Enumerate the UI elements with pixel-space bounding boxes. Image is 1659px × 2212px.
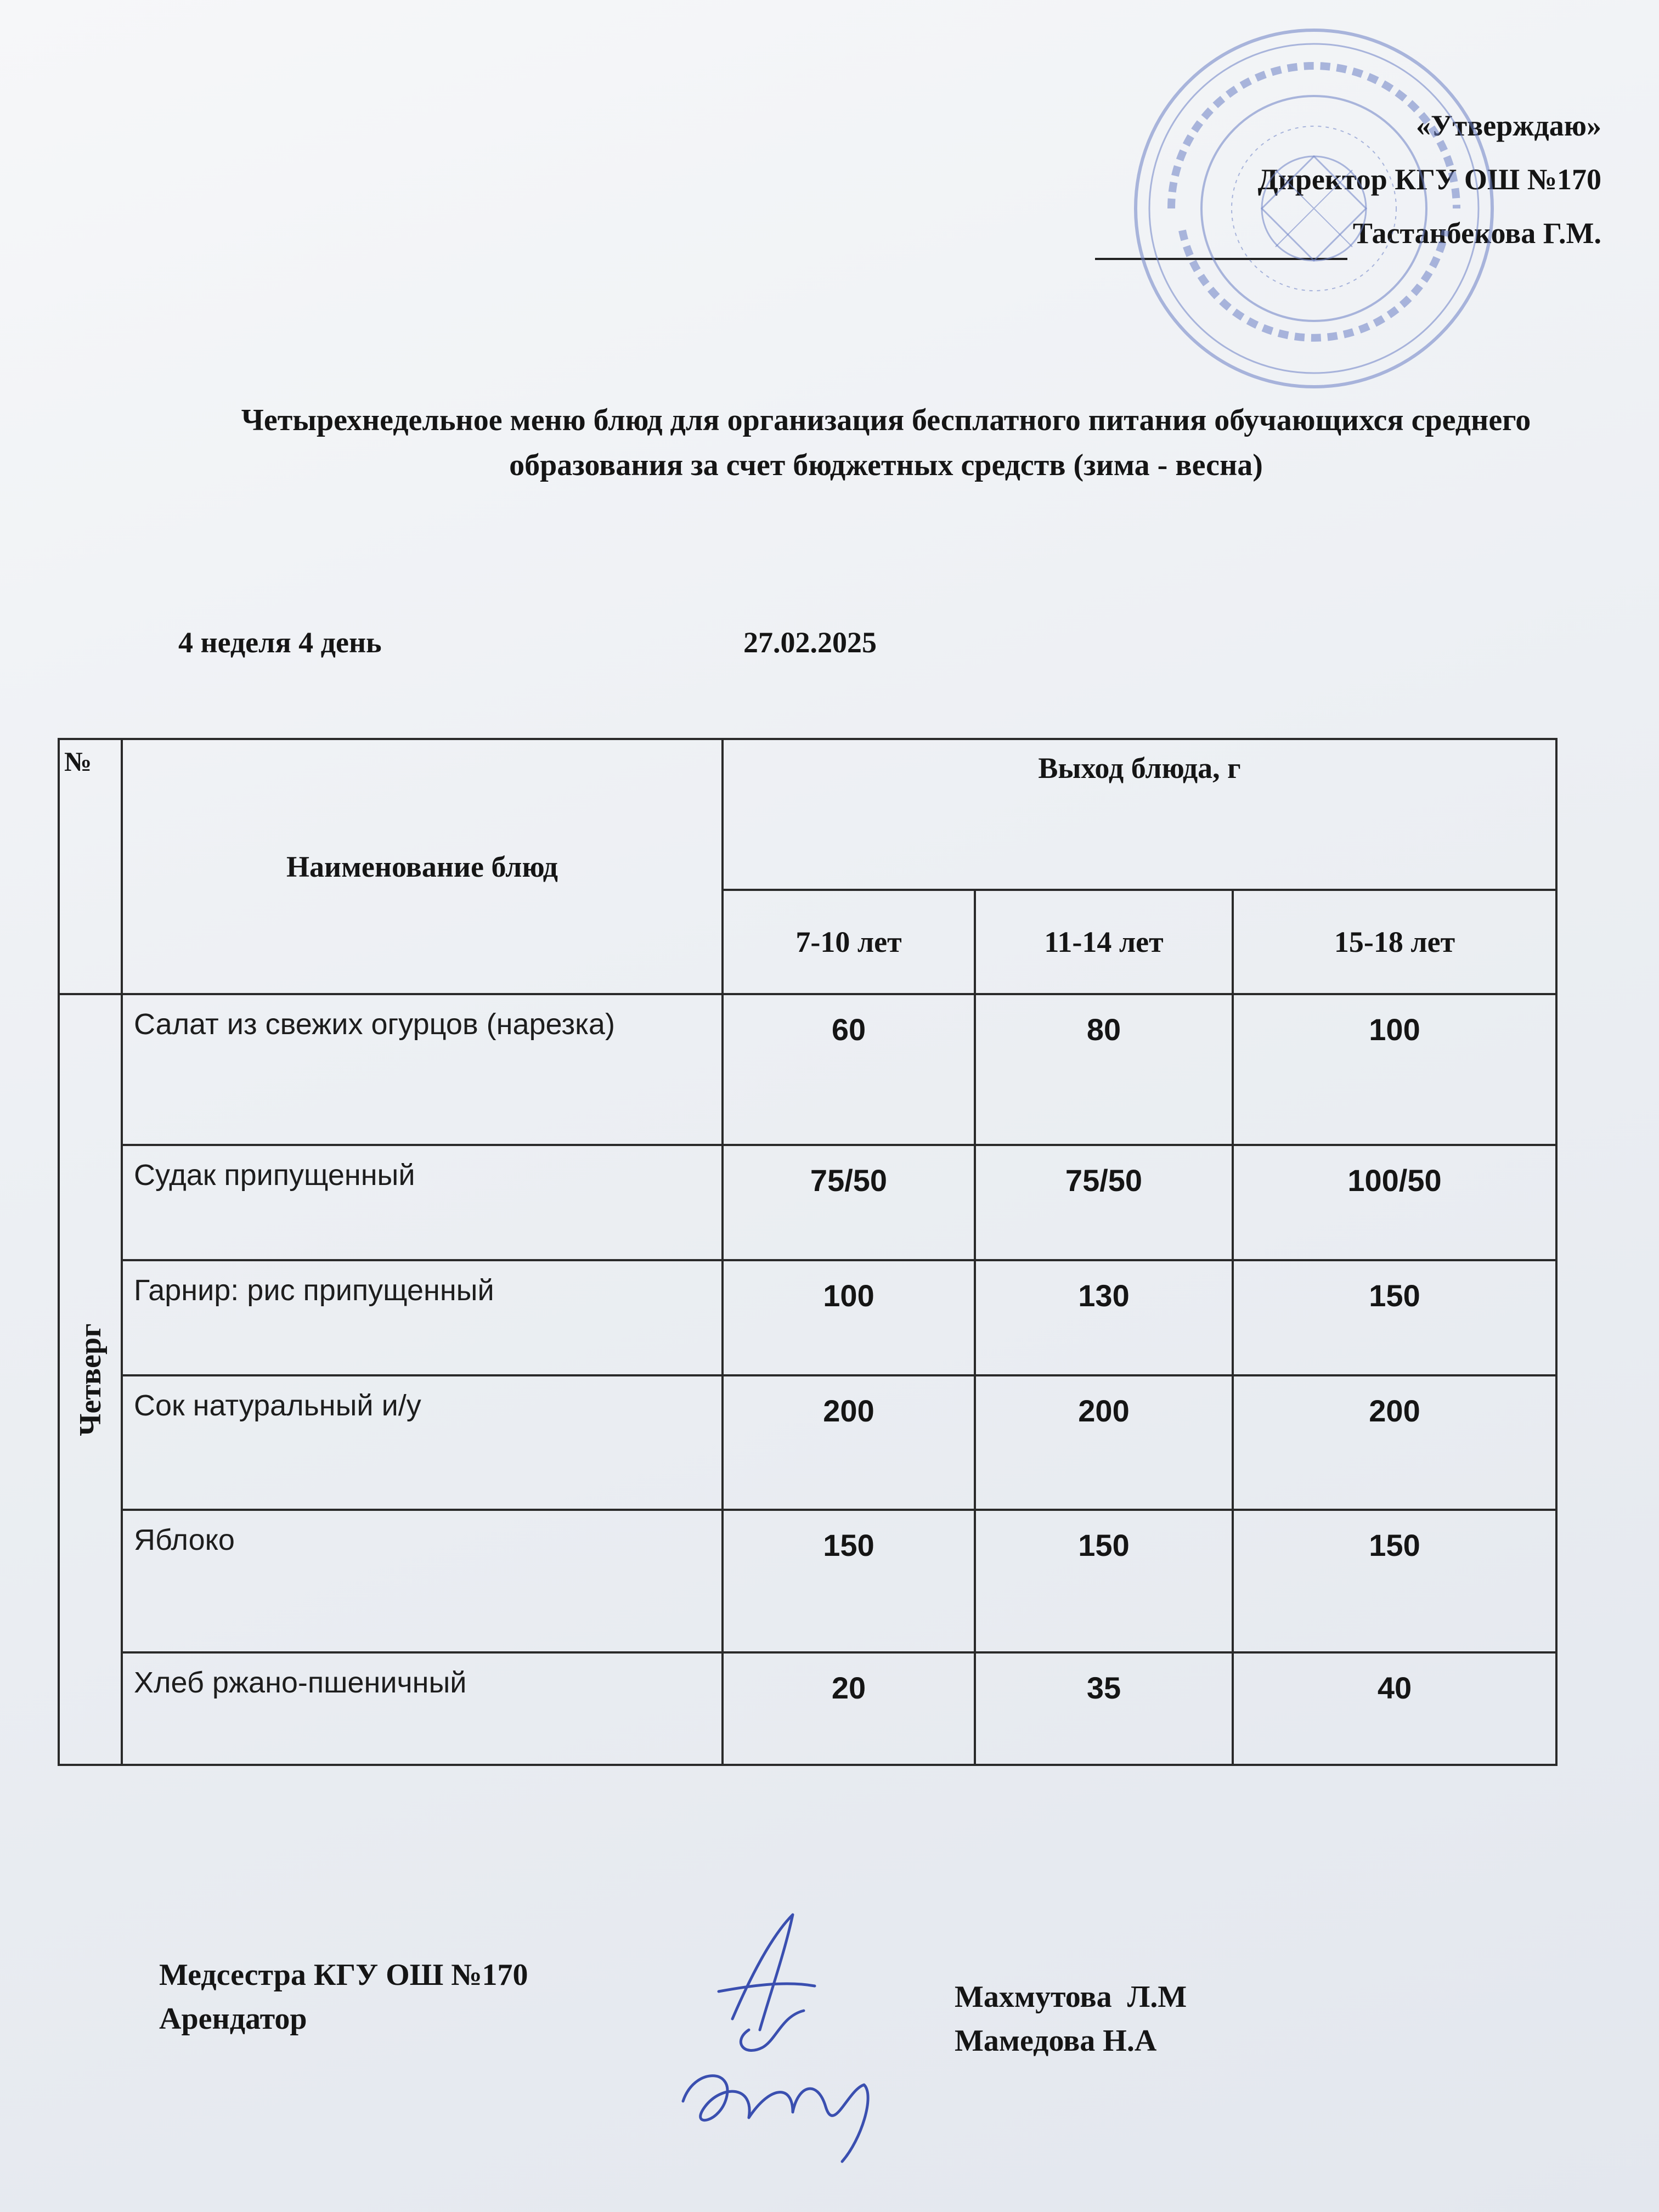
column-header-dish-name: Наименование блюд: [122, 739, 723, 994]
footer-roles: [159, 1953, 528, 2041]
value-11-14: 130: [975, 1260, 1233, 1375]
dish-name: Сок натуральный и/у: [122, 1375, 723, 1510]
value-15-18: 150: [1233, 1510, 1556, 1652]
value-7-10: 60: [723, 994, 975, 1145]
value-11-14: 80: [975, 994, 1233, 1145]
day-cell: [59, 994, 122, 1765]
tenant-name: Мамедова Н.А: [955, 2024, 1157, 2058]
approval-name: Тастанбекова Г.М.: [1352, 217, 1601, 250]
approval-heading: «Утверждаю»: [1415, 109, 1601, 142]
handwritten-signature-icon: [667, 1904, 908, 2167]
value-11-14: 75/50: [975, 1145, 1233, 1260]
menu-date: 27.02.2025: [743, 626, 877, 659]
nurse-name: Махмутова Л.М: [955, 1980, 1187, 2014]
age-group-7-10: 7-10 лет: [723, 890, 975, 994]
footer-names: [955, 1975, 1187, 2063]
dish-name: Судак припущенный: [122, 1145, 723, 1260]
menu-table: [58, 738, 1558, 1766]
table-row: [59, 1375, 1556, 1510]
value-15-18: 200: [1233, 1375, 1556, 1510]
value-15-18: 100: [1233, 994, 1556, 1145]
value-7-10: 150: [723, 1510, 975, 1652]
dish-name: Салат из свежих огурцов (нарезка): [122, 994, 723, 1145]
value-7-10: 200: [723, 1375, 975, 1510]
round-stamp-icon: [1127, 22, 1500, 395]
value-7-10: 20: [723, 1652, 975, 1765]
table-header-row: [59, 739, 1556, 890]
value-15-18: 150: [1233, 1260, 1556, 1375]
tenant-role: Арендатор: [159, 2002, 307, 2036]
nurse-role: Медсестра КГУ ОШ №170: [159, 1958, 528, 1992]
table-row: [59, 1145, 1556, 1260]
menu-title: Четырехнедельное меню блюд для организация бесплатного питания обучающихся среднего образования за счет бюджетных средств (зима - весна): [241, 403, 1531, 482]
value-11-14: 35: [975, 1652, 1233, 1765]
value-15-18: 100/50: [1233, 1145, 1556, 1260]
day-label: Четверг: [73, 1323, 108, 1436]
value-15-18: 40: [1233, 1652, 1556, 1765]
value-7-10: 100: [723, 1260, 975, 1375]
approval-position: Директор КГУ ОШ №170: [1257, 163, 1601, 196]
column-header-number: №: [59, 739, 122, 994]
column-header-output: Выход блюда, г: [723, 739, 1556, 890]
age-group-15-18: 15-18 лет: [1233, 890, 1556, 994]
value-11-14: 200: [975, 1375, 1233, 1510]
dish-name: Гарнир: рис припущенный: [122, 1260, 723, 1375]
value-11-14: 150: [975, 1510, 1233, 1652]
table-row: [59, 994, 1556, 1145]
dish-name: Хлеб ржано-пшеничный: [122, 1652, 723, 1765]
dish-name: Яблоко: [122, 1510, 723, 1652]
age-group-11-14: 11-14 лет: [975, 890, 1233, 994]
table-row: [59, 1510, 1556, 1652]
week-day-label: 4 неделя 4 день: [178, 626, 382, 659]
value-7-10: 75/50: [723, 1145, 975, 1260]
table-row: [59, 1260, 1556, 1375]
table-row: [59, 1652, 1556, 1765]
